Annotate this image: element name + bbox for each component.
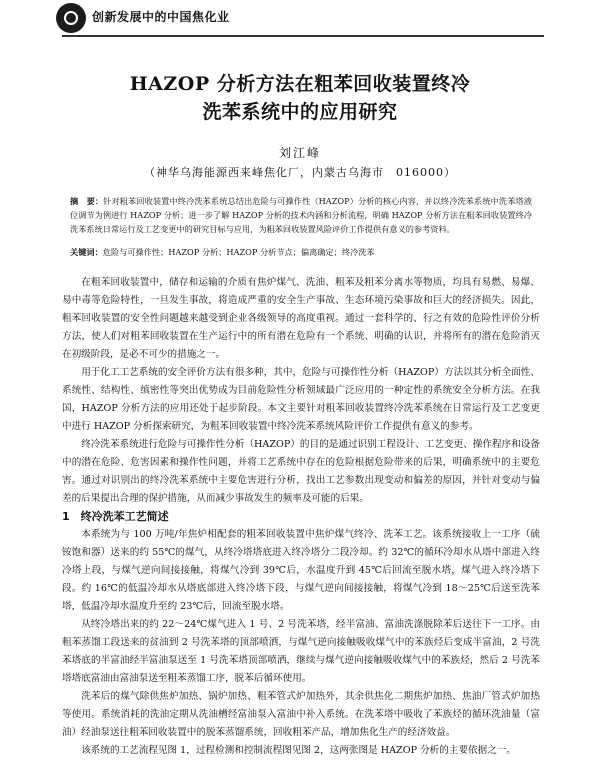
paragraph: 该系统的工艺流程见图 1，过程检测和控制流程图见图 2，这两张图是 HAZOP 分析的主要依据之一。	[81, 745, 517, 756]
abstract	[70, 194, 532, 236]
abstract-label: 摘 要：	[70, 196, 104, 206]
paragraph: 洗苯后的煤气除供焦炉加热、锅炉加热、粗苯管式炉加热外，其余供焦化二期焦炉加热、焦油厂管式炉加热等使用。系统消耗的洗油定期从洗油槽经富油泵入富油中补入系统。在洗苯塔中吸收了苯族烃的循环洗油量（富油）经油泵送往粗苯回收装置中的脱苯蒸馏系统，回收粗苯产品，增加焦化生产的经济效益。	[62, 691, 540, 738]
title-line-1: HAZOP 分析方法在粗苯回收装置终冷	[129, 73, 471, 95]
page-header	[0, 0, 600, 36]
section-heading: 1 终冷洗苯工艺简述	[62, 510, 169, 523]
affiliation: （神华乌海能源西来峰焦化厂，内蒙古乌海市 016000）	[144, 166, 456, 179]
title-line-2: 洗苯系统中的应用研究	[202, 101, 398, 123]
body-text	[62, 274, 540, 760]
keywords-label: 关键词：	[70, 247, 103, 257]
paragraph: 在粗苯回收装置中，储存和运输的介质有焦炉煤气、洗油、粗苯及粗苯分离水等物质，均具有易燃、易爆、易中毒等危险特性，一旦发生事故，将造成严重的安全生产事故、生态环境污染事故和巨大的经济损失。因此，粗苯回收装置的安全性问题越来越受到企业各级领导的高度重视。通过一套科学的、行之有效的危险性评价分析方法，使人们对粗苯回收装置在生产运行中的所有潜在危险有一个系统、明确的认识，并将所有的潜在危险消灭在初级阶段，是必不可少的措施之一。	[62, 277, 540, 360]
journal-logo-icon	[56, 3, 86, 33]
paragraph: 从终冷塔出来的约 22～24℃煤气进入 1 号、2 号洗苯塔，经半富油、富油洗涤脱除苯后送往下一工序。由粗苯蒸馏工段送来的贫油到 2 号洗苯塔的顶部喷洒，与煤气逆向接触吸收煤气中的苯族烃后变成半富油，2 号洗苯塔底的半富油经半富油泵送至 1 号洗苯塔顶部喷洒，继续与煤气逆向接触吸收煤气中的苯族烃，然后 2 号洗苯塔塔底富油由富油泵送至粗苯蒸馏工序，脱苯后循环使用。	[62, 619, 540, 684]
header-rule	[62, 35, 544, 37]
paper-title	[60, 70, 540, 126]
author: 刘江峰	[278, 146, 321, 160]
paragraph: 终冷洗苯系统进行危险与可操作性分析（HAZOP）的目的是通过识别工程设计、工艺变更、操作程序和设备中的潜在危险、危害因素和操作性问题，并将工艺系统中存在的危险根据危险带来的后果，明确系统中的主要危害。通过对识别出的终冷洗苯系统中主要危害进行分析，找出工艺参数出现变动和偏差的原因，并针对变动与偏差的后果提出合理的保护措施，从而减少事故发生的频率及可能的后果。	[62, 439, 540, 504]
keywords-text: 危险与可操作性；HAZOP 分析；HAZOP 分析节点；偏离确定；终冷洗苯	[102, 247, 375, 257]
paragraph: 用于化工工艺系统的安全评价方法有很多种，其中，危险与可操作性分析（HAZOP）方法以其分析全面性、系统性、结构性、缜密性等突出优势成为目前危险性分析领域最广泛应用的一种定性的系统安全分析方法。在我国，HAZOP 分析方法的应用还处于起步阶段。本文主要针对粗苯回收装置终冷洗苯系统在日常运行及工艺变更中进行 HAZOP 分析探索研究，为粗苯回收装置中终冷洗苯系统风险评价工作提供有意义的参考。	[62, 367, 540, 432]
journal-name: 创新发展中的中国焦化业	[92, 10, 230, 24]
paragraph: 本系统为与 100 万吨/年焦炉相配套的粗苯回收装置中焦炉煤气终冷、洗苯工艺。该系统接收上一工序（硫铵饱和器）送来的约 55℃的煤气，从终冷塔塔底进入终冷塔分二段冷却。约 32℃的循环冷却水从塔中部进入终冷塔上段，与煤气逆向间接接触，将煤气冷到 39℃后，水温度升到 45℃后回流至脱水塔，煤气进入终冷塔下段。约 16℃的低温冷却水从塔底部进入终冷塔下段，与煤气逆向间接接触，将煤气冷到 18～25℃后送至洗苯塔，低温冷却水温度升至约 23℃后，回流至脱水塔。	[62, 529, 540, 612]
abstract-text: 针对粗苯回收装置中终冷洗苯系统总结出危险与可操作性（HAZOP）分析的核心内容，并以终冷洗苯系统中洗苯塔液位调节为例进行 HAZOP 分析；进一步了解 HAZOP 分析的技术内涵和分析流程，明确 HAZOP 分析方法在粗苯回收装置终冷洗苯系统日常运行及工艺变更中的研究目标与应用，为粗苯回收装置风险评价工作提供有意义的参考资料。	[70, 196, 532, 234]
keywords	[70, 245, 532, 259]
